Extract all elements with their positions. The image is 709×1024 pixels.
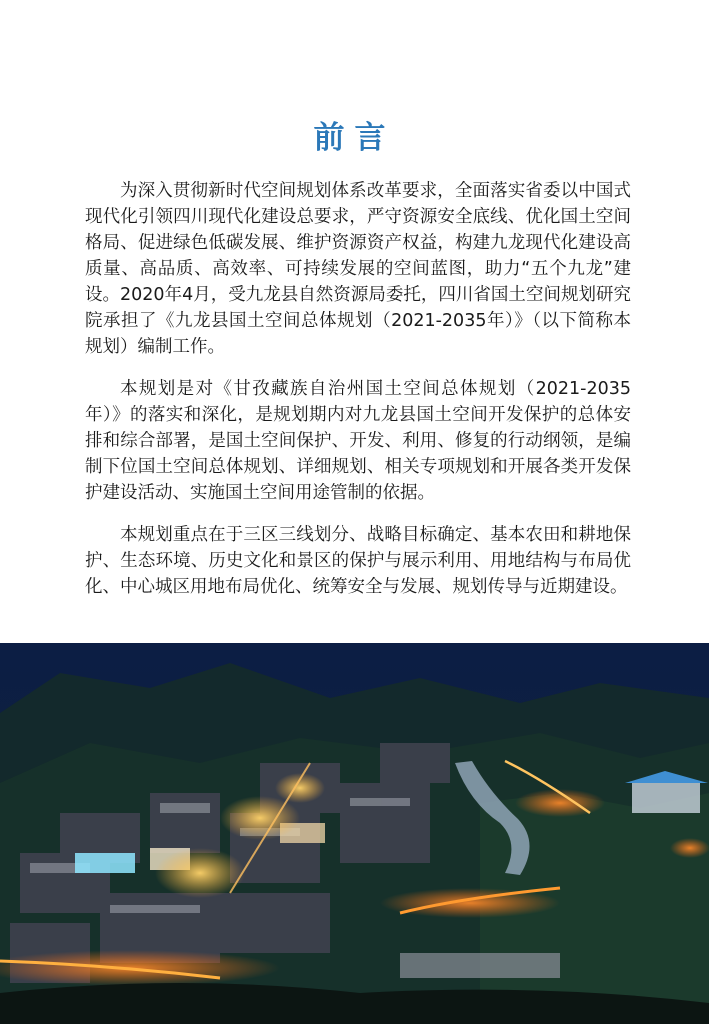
paragraph-1: 为深入贯彻新时代空间规划体系改革要求，全面落实省委以中国式现代化引领四川现代化建设总要求，严守资源安全底线、优化国土空间格局、促进绿色低碳发展、维护资源资产权益，构建九龙现代化建设高质量、高品质、高效率、可持续发展的空间蓝图，助力“五个九龙”建设。2020年4月，受九龙县自然资源局委托，四川省国土空间规划研究院承担了《九龙县国土空间总体规划（2021-2035年）》（以下简称本规划）编制工作。 (85, 181, 631, 357)
page-title: 前言 (313, 120, 396, 156)
preface-body (85, 178, 631, 616)
paragraph-2: 本规划是对《甘孜藏族自治州国土空间总体规划（2021-2035年）》的落实和深化，是规划期内对九龙县国土空间开发保护的总体安排和综合部署，是国土空间保护、开发、利用、修复的行动纲领，是编制下位国土空间总体规划、详细规划、相关专项规划和开展各类开发保护建设活动、实施国土空间用途管制的依据。 (85, 379, 631, 503)
night-town-photo (0, 643, 709, 1024)
paragraph-3: 本规划重点在于三区三线划分、战略目标确定、基本农田和耕地保护、生态环境、历史文化和景区的保护与展示利用、用地结构与布局优化、中心城区用地布局优化、统筹安全与发展、规划传导与近期建设。 (85, 525, 631, 597)
